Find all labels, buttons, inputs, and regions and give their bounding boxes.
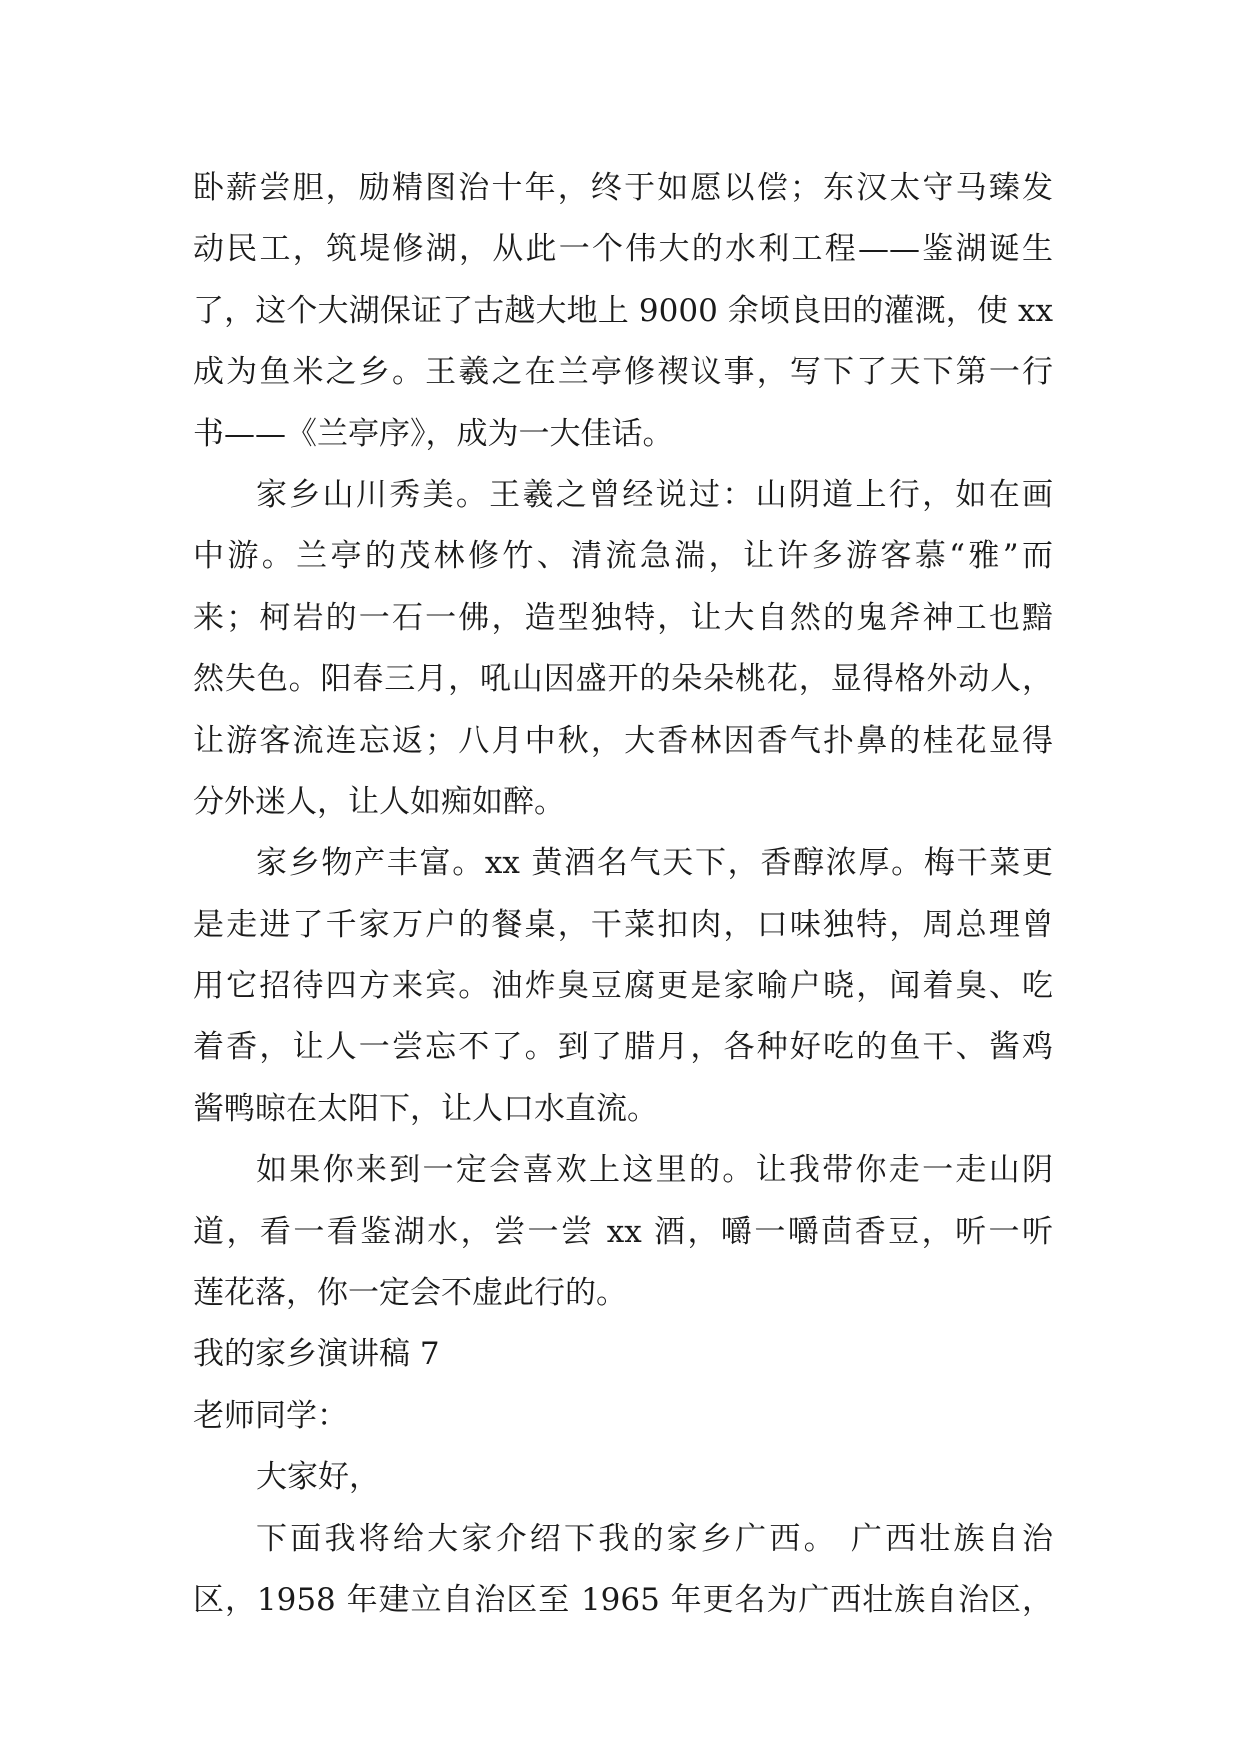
text-line: 区，1958 年建立自治区至 1965 年更名为广西壮族自治区， bbox=[193, 1581, 1053, 1618]
text-line: 酱鸭晾在太阳下，让人口水直流。 bbox=[193, 1090, 658, 1127]
greeting bbox=[193, 1447, 1053, 1508]
text-line: 家乡物产丰富。xx 黄酒名气天下，香醇浓厚。梅干菜更 bbox=[256, 845, 1053, 882]
paragraph bbox=[193, 158, 1053, 465]
paragraph bbox=[193, 1140, 1053, 1324]
text-line: 卧薪尝胆，励精图治十年，终于如愿以偿；东汉太守马臻发 bbox=[193, 170, 1053, 206]
salutation-text: 老师同学： bbox=[193, 1397, 348, 1434]
text-line: 来；柯岩的一石一佛，造型独特，让大自然的鬼斧神工也黯 bbox=[193, 599, 1053, 636]
text-line: 如果你来到一定会喜欢上这里的。让我带你走一走山阴 bbox=[256, 1152, 1053, 1189]
text-line: 莲花落，你一定会不虚此行的。 bbox=[193, 1275, 627, 1312]
paragraph bbox=[193, 1509, 1053, 1632]
heading-text: 我的家乡演讲稿 7 bbox=[193, 1336, 440, 1373]
text-line: 下面我将给大家介绍下我的家乡广西。 广西壮族自治 bbox=[256, 1520, 1053, 1557]
text-line: 动民工，筑堤修湖，从此一个伟大的水利工程——鉴湖诞生 bbox=[193, 231, 1053, 268]
salutation bbox=[193, 1386, 1053, 1447]
paragraph bbox=[193, 465, 1053, 833]
text-line: 分外迷人，让人如痴如醉。 bbox=[193, 783, 565, 820]
greeting-text: 大家好， bbox=[256, 1459, 380, 1496]
text-line: 了，这个大湖保证了古越大地上 9000 余顷良田的灌溉，使 xx bbox=[193, 292, 1053, 329]
paragraph bbox=[193, 833, 1053, 1140]
section-heading bbox=[193, 1324, 1053, 1385]
text-line: 然失色。阳春三月，吼山因盛开的朵朵桃花，显得格外动人， bbox=[193, 661, 1053, 698]
text-line: 家乡山川秀美。王羲之曾经说过：山阴道上行，如在画 bbox=[256, 476, 1053, 513]
text-line: 中游。兰亭的茂林修竹、清流急湍，让许多游客慕“雅”而 bbox=[193, 538, 1053, 575]
text-line: 着香，让人一尝忘不了。到了腊月，各种好吃的鱼干、酱鸡 bbox=[193, 1029, 1053, 1066]
text-line: 书——《兰亭序》，成为一大佳话。 bbox=[193, 415, 674, 452]
text-line: 成为鱼米之乡。王羲之在兰亭修禊议事，写下了天下第一行 bbox=[193, 354, 1053, 391]
text-line: 让游客流连忘返；八月中秋，大香林因香气扑鼻的桂花显得 bbox=[193, 722, 1053, 759]
text-line: 道，看一看鉴湖水，尝一尝 xx 酒，嚼一嚼茴香豆，听一听 bbox=[193, 1213, 1053, 1250]
document-page bbox=[193, 158, 1053, 1631]
text-line: 用它招待四方来宾。油炸臭豆腐更是家喻户晓，闻着臭、吃 bbox=[193, 968, 1053, 1005]
text-line: 是走进了千家万户的餐桌，干菜扣肉，口味独特，周总理曾 bbox=[193, 906, 1053, 943]
